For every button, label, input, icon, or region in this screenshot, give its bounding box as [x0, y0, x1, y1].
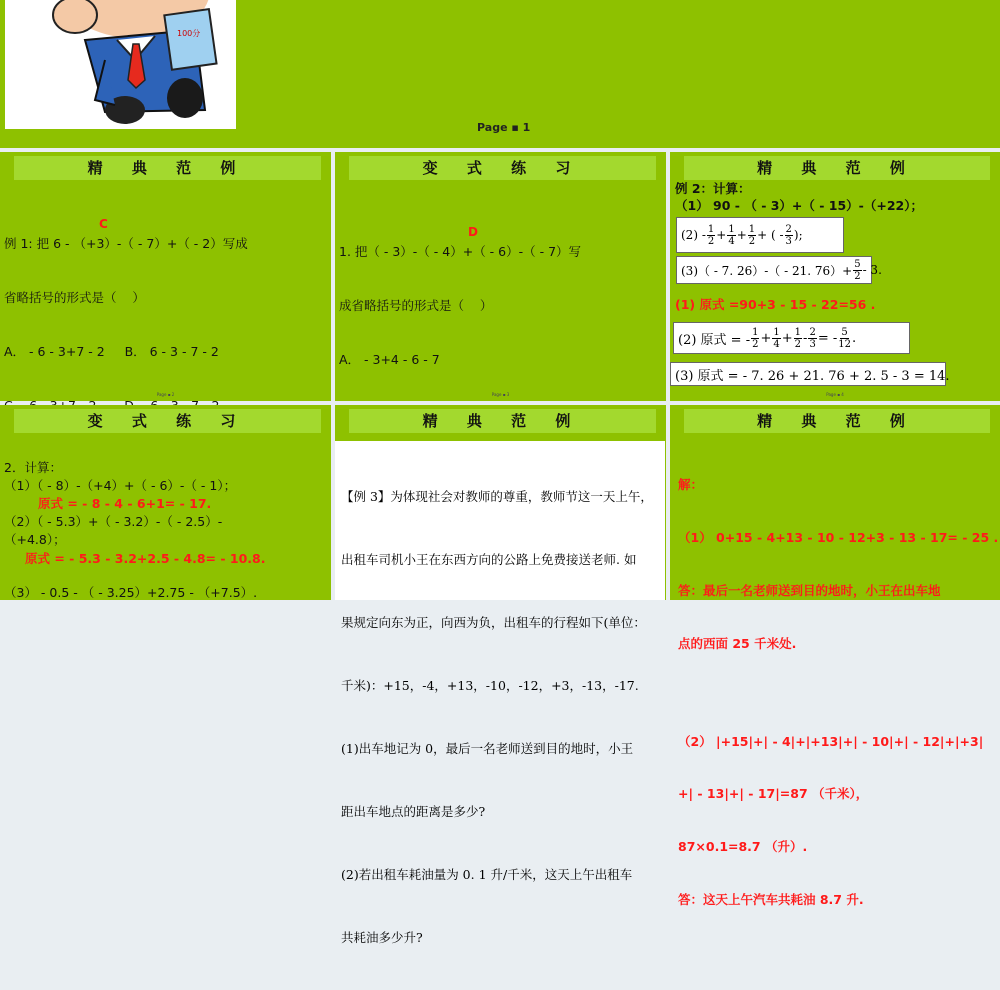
- example-line: 果规定向东为正，向西为负，出租车的行程如下(单位：: [341, 615, 646, 630]
- exercise-question-1: （1）（ - 8）-（+4）+（ - 6）-（ - 1）；: [4, 478, 237, 493]
- option-line: A． - 3+4 - 6 - 7: [339, 352, 440, 367]
- slide-banner: 变 式 练 习: [14, 409, 321, 433]
- answer-mark: C: [99, 217, 108, 231]
- exercise-answer-2: 原式 = - 5.3 - 3.2+2.5 - 4.8= - 10.8.: [25, 551, 266, 566]
- slide-1[interactable]: [0, 0, 1000, 148]
- slide-3[interactable]: [335, 152, 666, 401]
- solution-line: 点的西面 25 千米处.: [678, 635, 797, 651]
- solution-line: 87×0.1=8.7 （升）.: [678, 839, 808, 855]
- book-label: 100分: [177, 29, 201, 38]
- example-line: (2)若出租车耗油量为 0. 1 升/千米，这天上午出租车: [341, 867, 633, 882]
- exercise-question-2: （2）（ - 5.3）+（ - 3.2）-（ - 2.5）-: [4, 514, 223, 529]
- example-line: 共耗油多少升?: [341, 930, 423, 945]
- solution-line: [678, 687, 998, 697]
- solution-line: 答：最后一名老师送到目的地时，小王在出车地: [678, 582, 941, 598]
- question-line: 成省略括号的形式是（ ）: [339, 298, 493, 313]
- slide-footer: Page ▪ 4: [826, 392, 844, 397]
- answer-1: (1) 原式 =90+3 - 15 - 22=56 .: [675, 297, 876, 312]
- slide-banner: 精 典 范 例: [684, 409, 990, 433]
- slide-banner: 精 典 范 例: [684, 156, 990, 180]
- solution-line: 解：: [678, 477, 704, 493]
- question-2-formula: (2) - $\frac{1}{2}$ + $\frac{1}{4}$ + $\frac{1}{2}$ + ( - $\frac{2}{3}$ );: [676, 217, 844, 253]
- answer-3-formula: (3) 原式 = - 7. 26 + 21. 76 + 2. 5 - 3 = 14.: [670, 362, 946, 386]
- example-line: 千米)：+15，-4，+13，-10，-12，+3，-13，-17.: [341, 678, 639, 693]
- slide-5[interactable]: [0, 405, 331, 600]
- example-line: 出租车司机小王在东西方向的公路上免费接送老师. 如: [341, 552, 637, 567]
- slide-banner: 变 式 练 习: [349, 156, 656, 180]
- answer-mark: D: [468, 225, 478, 239]
- solution-line: 答：这天上午汽车共耗油 8.7 升.: [678, 891, 864, 907]
- example-line: 【例 3】为体现社会对教师的尊重，教师节这一天上午，: [341, 489, 653, 504]
- cartoon-boy-image: [5, 0, 236, 129]
- solution-line: +| - 13|+| - 17|=87 （千米），: [678, 786, 869, 802]
- example-title: 例 2：计算：: [675, 181, 751, 196]
- slide-banner: 精 典 范 例: [349, 409, 656, 433]
- example-question-1: （1） 90 - （ - 3）+（ - 15）-（+22）；: [675, 198, 923, 213]
- exercise-title: 2．计算：: [4, 460, 62, 475]
- question-line: 1. 把（ - 3）-（ - 4）+（ - 6）-（ - 7）写: [339, 244, 582, 259]
- option-line: A． - 6 - 3+7 - 2 B． 6 - 3 - 7 - 2: [4, 344, 219, 359]
- slide-2[interactable]: [0, 152, 331, 401]
- exercise-answer-1: 原式 = - 8 - 4 - 6+1= - 17.: [38, 496, 212, 511]
- example-line: 距出车地点的距离是多少?: [341, 804, 486, 819]
- slide-6[interactable]: [335, 405, 666, 945]
- slide-banner: 精 典 范 例: [14, 156, 321, 180]
- exercise-question-2-cont: （+4.8）；: [4, 532, 66, 547]
- slide-4[interactable]: [670, 152, 1000, 401]
- page-label: Page ▪ 1: [477, 121, 531, 134]
- question-line: 例 1: 把 6 - （+3）-（ - 7）+（ - 2）写成: [4, 236, 248, 251]
- solution-line: （1） 0+15 - 4+13 - 10 - 12+3 - 13 - 17= - 25 .: [678, 529, 999, 545]
- slide-7[interactable]: [670, 405, 1000, 907]
- example-3-card: [335, 441, 665, 945]
- example-line: (1)出车地记为 0，最后一名老师送到目的地时，小王: [341, 741, 634, 756]
- question-line: 省略括号的形式是（ ）: [4, 290, 145, 305]
- slide-footer: Page ▪ 2: [156, 392, 175, 397]
- solution-text: [678, 441, 998, 944]
- exercise-question-3: （3） - 0.5 - （ - 3.25）+2.75 - （+7.5）.: [4, 585, 258, 600]
- answer-2-formula: (2) 原式 = - $\frac{1}{2}$ + $\frac{1}{4}$ + $\frac{1}{2}$ - $\frac{2}{3}$ = - $\frac{5}{12}$ .: [673, 322, 910, 354]
- solution-line: （2） |+15|+| - 4|+|+13|+| - 10|+| - 12|+|+3|: [678, 733, 984, 749]
- slide-footer: Page ▪ 3: [491, 392, 510, 397]
- question-3-formula: (3)（ - 7. 26）-（ - 21. 76）+ $\frac{5}{2}$ - 3.: [676, 256, 872, 284]
